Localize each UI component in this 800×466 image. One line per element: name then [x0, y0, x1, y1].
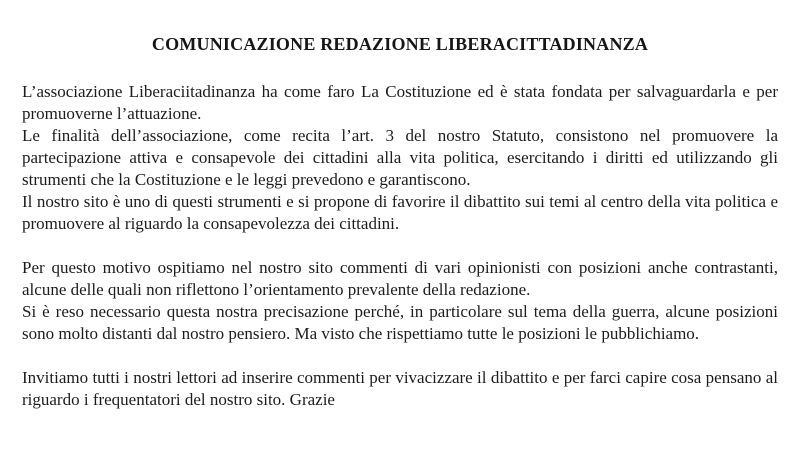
paragraph-association-purpose: L’associazione Liberaciitadinanza ha come faro La Costituzione ed è stata fondata per salvaguardarla e per promuoverne l’attuazione.: [22, 82, 778, 123]
paragraph-clarification-war: Si è reso necessario questa nostra precisazione perché, in particolare sul tema della guerra, alcune posizioni sono molto distanti dal nostro pensiero. Ma visto che rispettiamo tutte le posizioni le pubblichiamo.: [22, 302, 778, 343]
paragraph-site-purpose: Il nostro sito è uno di questi strumenti e si propone di favorire il dibattito sui temi al centro della vita politica e promuovere al riguardo la consapevolezza dei cittadini.: [22, 192, 778, 233]
paragraph-invitation-comments: Invitiamo tutti i nostri lettori ad inserire commenti per vivacizzare il dibattito e per farci capire cosa pensano al riguardo i frequentatori del nostro sito. Grazie: [22, 368, 778, 409]
paragraph-statute-goals: Le finalità dell’associazione, come recita l’art. 3 del nostro Statuto, consistono nel promuovere la partecipazione attiva e consapevole dei cittadini alla vita politica, esercitando i diritti ed utilizzando gli strumenti che la Costituzione e le leggi prevedono e garantiscono.: [22, 126, 778, 189]
page-title: COMUNICAZIONE REDAZIONE LIBERACITTADINANZA: [151, 34, 649, 54]
document-body: [22, 81, 778, 411]
paragraph-opinions-hosted: Per questo motivo ospitiamo nel nostro sito commenti di vari opinionisti con posizioni anche contrastanti, alcune delle quali non riflettono l’orientamento prevalente della redazione.: [22, 258, 778, 299]
